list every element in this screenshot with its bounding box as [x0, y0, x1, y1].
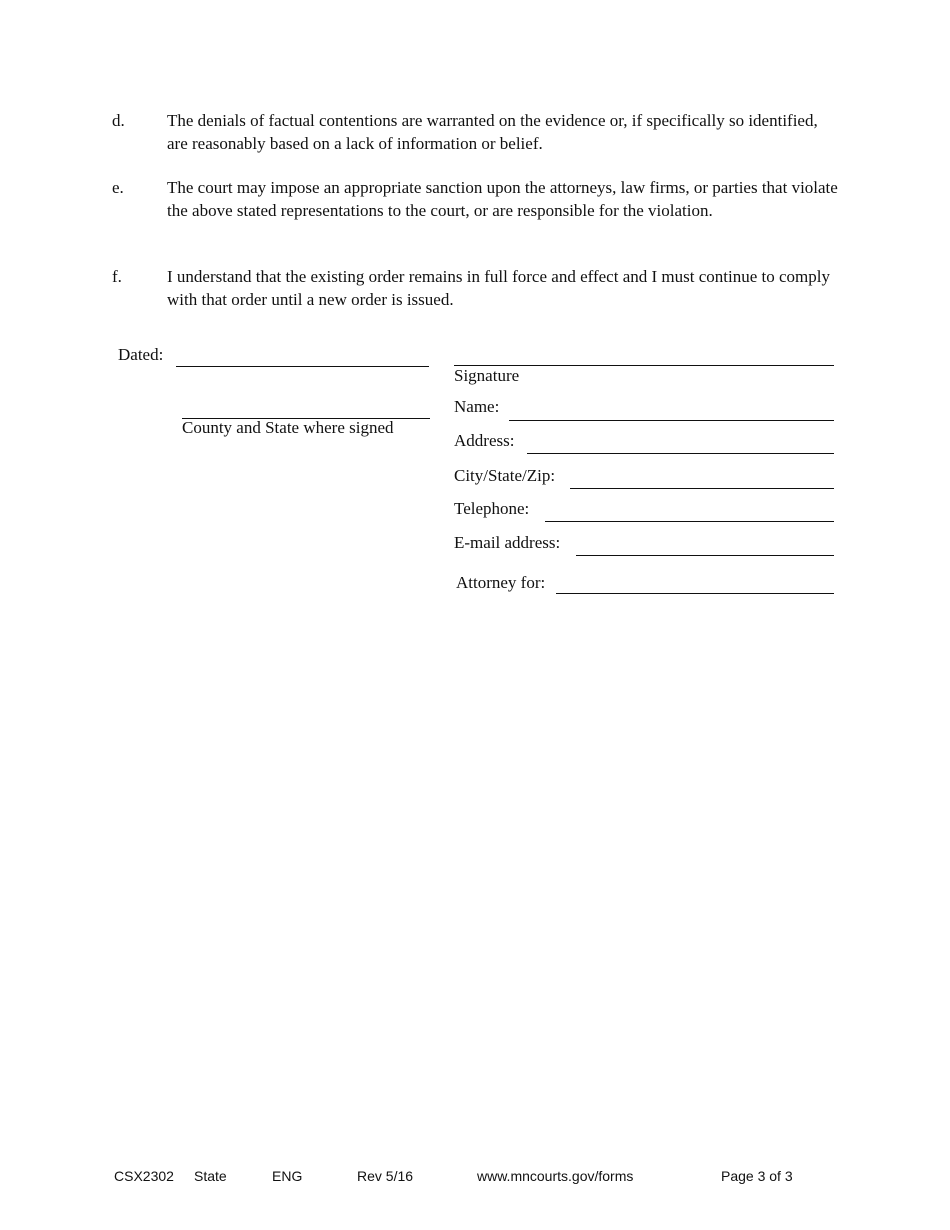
item-letter: d.	[112, 111, 125, 130]
address-field[interactable]	[527, 453, 834, 454]
item-letter: e.	[112, 178, 124, 197]
footer-website[interactable]: www.mncourts.gov/forms	[477, 1168, 634, 1184]
county-state-label: County and State where signed	[182, 418, 394, 437]
footer-page-number: Page 3 of 3	[721, 1168, 793, 1184]
signature-label: Signature	[454, 366, 520, 385]
attorney-for-field[interactable]	[556, 593, 834, 594]
name-field[interactable]	[509, 420, 834, 421]
footer-language: ENG	[272, 1168, 303, 1184]
name-label: Name:	[454, 397, 500, 416]
footer-revision: Rev 5/16	[357, 1168, 414, 1184]
address-label: Address:	[454, 431, 515, 450]
item-text: The court may impose an appropriate sanction upon the attorneys, law firms, or parties that violate the above stated representations to the court, or are responsible for the violation.	[167, 178, 838, 220]
attorney-for-label: Attorney for:	[456, 573, 546, 592]
footer-jurisdiction: State	[194, 1168, 227, 1184]
footer-form-code: CSX2302	[114, 1168, 174, 1184]
item-text: The denials of factual contentions are warranted on the evidence or, if specifically so identified, are reasonably based on a lack of information or belief.	[167, 111, 818, 153]
city-state-zip-field[interactable]	[570, 488, 834, 489]
item-text: I understand that the existing order remains in full force and effect and I must continue to comply with that order until a new order is issued.	[167, 267, 830, 309]
dated-label: Dated:	[118, 345, 164, 364]
telephone-label: Telephone:	[454, 499, 530, 518]
email-field[interactable]	[576, 555, 834, 556]
telephone-field[interactable]	[545, 521, 834, 522]
email-label: E-mail address:	[454, 533, 561, 552]
item-letter: f.	[112, 267, 122, 286]
city-state-zip-label: City/State/Zip:	[454, 466, 556, 485]
dated-field[interactable]	[176, 366, 429, 367]
